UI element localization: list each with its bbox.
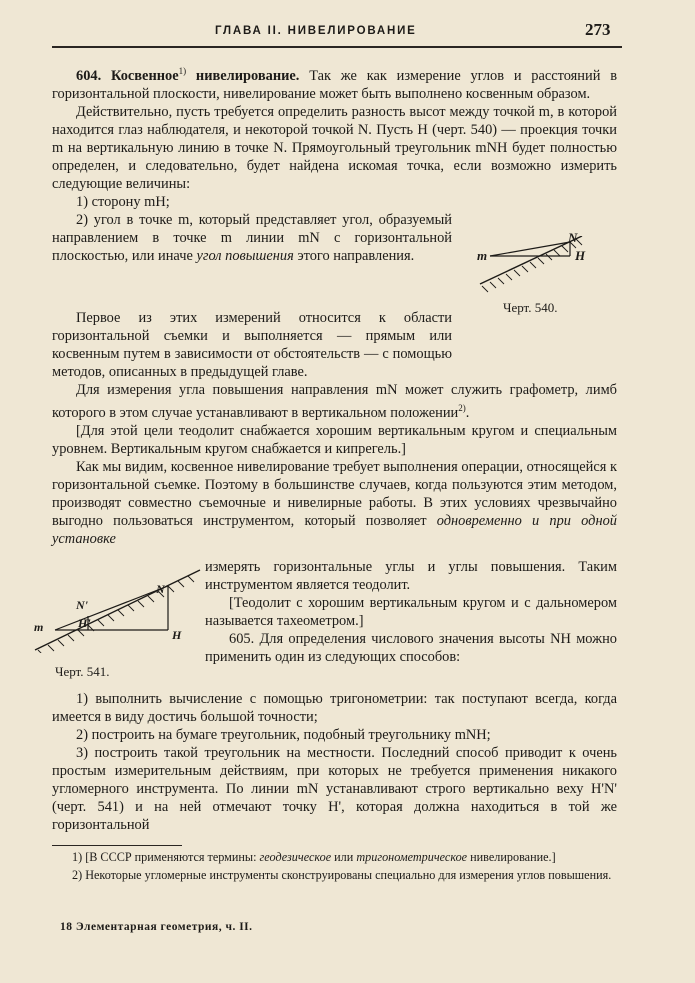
section-604-block (52, 62, 617, 265)
main-text-block-2 (52, 309, 617, 548)
term-geodetic: геодезическое (259, 850, 332, 864)
footnote-1-end: нивелирование.] (470, 850, 556, 864)
paragraph-as-we-see-text: Как мы видим, косвенное нивелирование требует выполнения операции, относящейся к горизонтальной съемке. Поэтому в большинстве случаев, когда пользуются этим методом, производят совместно съемочные и нивелирные работы. В этих условиях чрезвычайно выгодно пользоваться инструментом, который позволяет (52, 458, 617, 529)
footnote-1-or: или (334, 850, 354, 864)
term-trigonometric: тригонометрическое (356, 850, 468, 864)
paragraph-theodolite-note: [Для этой цели теодолит снабжается хорошим вертикальным кругом и специальным уровнем. Вертикальным кругом снабжается и кипрегель.] (52, 422, 617, 457)
paragraph-measure-end: . (465, 404, 470, 421)
section-604-title: Косвенное (110, 67, 179, 84)
section-605-paragraph (205, 630, 617, 666)
list-item-2-end: этого направления. (297, 247, 415, 264)
figure-541-caption: Черт. 541. (55, 664, 110, 679)
term-simultaneously: одновременно и при одной установке (52, 512, 617, 547)
list-item-2 (52, 211, 452, 265)
footnote-ref-1: 1) (178, 66, 187, 76)
term-angle-of-elevation: угол повышения (196, 247, 294, 264)
header-rule (52, 46, 622, 48)
paragraph-tacheometer-end: ] (358, 613, 364, 629)
figure-541-label-Hprime: H' (78, 616, 91, 630)
figure-540-label-m: m (477, 248, 488, 263)
paragraph-measure-angle (52, 381, 617, 422)
method-1: 1) выполнить вычисление с помощью тригонометрии: так поступают всегда, когда имеется в виду достичь большой точности; (52, 691, 617, 725)
paragraph-actually: Действительно, пусть требуется определить разность высот между точкой m, в которой находится глаз наблюдателя, и некоторой точкой N. Пусть H (черт. 540) — проекция точки m на вертикальную линию в точке N. Прямоугольный треугольник mNH будет полностью определен, и следовательно, будет найдена искомая точка, если возможно измерить следующие величины: (52, 103, 617, 192)
footnote-1-text: 1) [В СССР применяются термины: (72, 850, 257, 864)
figure-540-caption: Черт. 540. (503, 300, 558, 315)
list-item-2-text: 2) угол в точке m, который представляет угол, образуемый направлением в точке m линии mN с горизонтальной плоскостью, или иначе (52, 211, 452, 264)
figure-540-label-N: N (568, 230, 578, 245)
section-605-text: Для определения числового значения высоты NH можно применить один из следующих способов: (205, 631, 617, 665)
figure-541-label-m: m (34, 620, 44, 634)
figure-541-label-H: H (172, 628, 182, 642)
figure-541-label-Nprime: N' (76, 598, 88, 612)
footnote-ref-2: 2) (458, 403, 466, 413)
figure-540-label-H: H (575, 248, 586, 263)
section-604-title-end: нивелирование. (195, 67, 300, 84)
paragraph-first-measurement: Первое из этих измерений относится к области горизонтальной съемки и выполняется — прямым или косвенным путем в зависимости от обстоятельств — с помощью методов, описанных в предыдущей главе. (52, 310, 452, 380)
paragraph-as-we-see-continued: измерять горизонтальные углы и углы повышения. Таким инструментом является теодолит. (205, 559, 617, 593)
method-2: 2) построить на бумаге треугольник, подобный треугольнику mNH; (76, 727, 491, 743)
paragraph-as-we-see (52, 458, 617, 548)
page-number: 273 (585, 20, 611, 39)
term-tacheometer: тахеометром. (276, 613, 359, 629)
paragraph-tacheometer-text: [Теодолит с хорошим вертикальным кругом и с дальномером называется (205, 595, 617, 629)
paragraph-measure-text: Для измерения угла повышения направления mN может служить графометр, лимб которого в этом случае устанавливают в вертикальном положении (52, 382, 617, 421)
footnote-2: 2) Некоторые угломерные инструменты сконструированы специально для измерения углов повышения. (72, 867, 612, 882)
paragraph-tacheometer (205, 594, 617, 630)
figure-540-drawing (472, 236, 617, 296)
footnotes (52, 850, 617, 885)
method-3: 3) построить такой треугольник на местности. Последний способ приводит к очень простым измерительным действиям, при которых не требуется применения никакого угломерного инструмента. По линии mN устанавливают строго вертикально веху H'N' (черт. 541) и на ней отмечают точку H', которая должна находиться в той же горизонтальной (52, 745, 617, 833)
list-item-1: 1) сторону mH; (76, 193, 170, 210)
section-604-number: 604. (76, 67, 102, 84)
methods-block (52, 690, 617, 834)
section-604-heading (52, 62, 617, 103)
running-head: ГЛАВА II. НИВЕЛИРОВАНИЕ (215, 25, 417, 37)
section-605-number: 605. (229, 631, 255, 647)
footnote-1 (52, 850, 617, 866)
wrapped-text-block (205, 558, 617, 666)
figure-540 (472, 230, 617, 296)
figure-541 (30, 568, 205, 653)
footnote-rule (52, 845, 182, 846)
printer-signature: 18 Элементарная геометрия, ч. II. (60, 921, 253, 933)
figure-541-label-N: N (156, 582, 165, 596)
section-604-lead: Так же как измерение углов и расстояний в горизонтальной плоскости, нивелирование может быть выполнено косвенным образом. (52, 67, 617, 102)
